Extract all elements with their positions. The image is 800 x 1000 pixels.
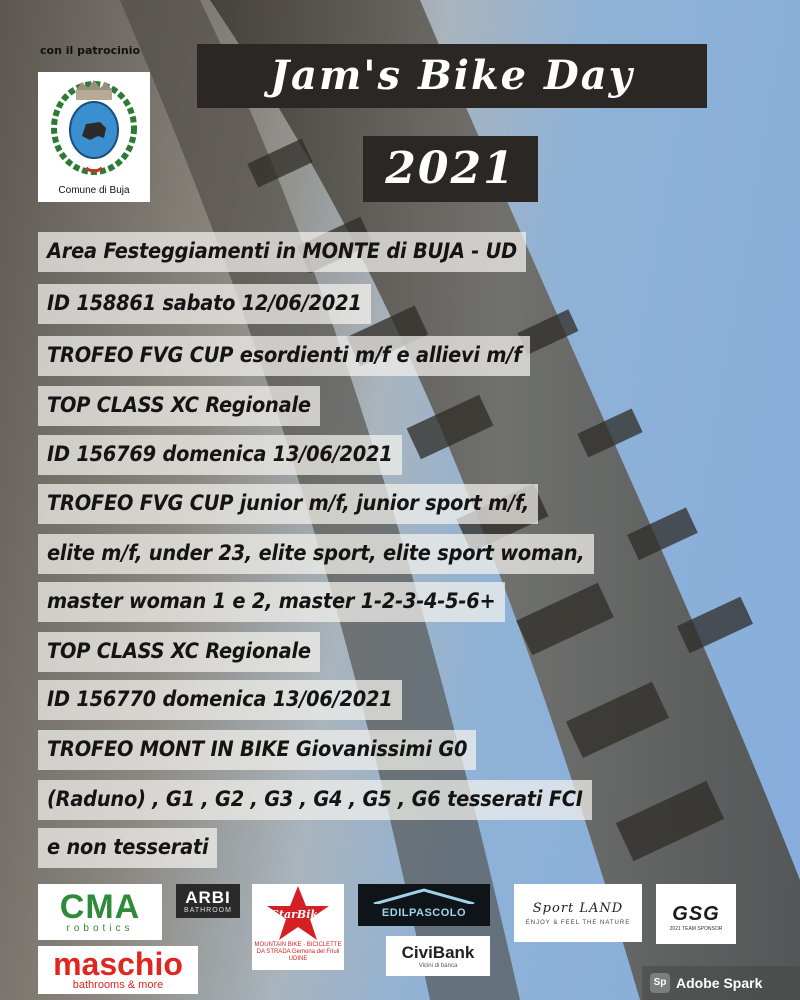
- info-line: TROFEO FVG CUP esordienti m/f e allievi m/f: [38, 336, 530, 376]
- info-line: TROFEO FVG CUP junior m/f, junior sport m/f,: [38, 484, 538, 524]
- crest-icon: [46, 78, 142, 182]
- sponsor-cma-tagline: robotics: [66, 922, 134, 934]
- sponsor-civibank-name: CiviBank: [401, 943, 475, 962]
- info-line: (Raduno) , G1 , G2 , G3 , G4 , G5 , G6 tesserati FCI: [38, 780, 592, 820]
- sponsor-maschio-name: maschio: [53, 946, 183, 982]
- sponsor-civibank-logo: [386, 936, 490, 976]
- municipality-name: Comune di Buja: [58, 185, 130, 196]
- adobe-spark-watermark: [642, 966, 800, 1000]
- roof-icon: [364, 888, 484, 904]
- sponsor-cma-name: CMA: [59, 887, 141, 926]
- sponsor-arbi-logo: [176, 884, 240, 918]
- sponsor-starbike-name: StarBike: [270, 908, 326, 921]
- patronage-label: con il patrocinio: [40, 44, 141, 57]
- info-line: master woman 1 e 2, master 1-2-3-4-5-6+: [38, 582, 505, 622]
- adobe-spark-icon: Sp: [650, 973, 670, 993]
- info-line: TOP CLASS XC Regionale: [38, 386, 320, 426]
- sponsor-maschio-tagline: bathrooms & more: [72, 979, 164, 991]
- info-line: ID 156770 domenica 13/06/2021: [38, 680, 402, 720]
- sponsor-sportland-tagline: ENJOY & FEEL THE NATURE: [525, 919, 631, 926]
- info-line: ID 156769 domenica 13/06/2021: [38, 435, 402, 475]
- sponsor-gsg-name: GSG: [672, 902, 720, 925]
- sponsor-civibank-tagline: Vicini di banca: [418, 963, 458, 969]
- sponsor-sportland-logo: [514, 884, 642, 942]
- sponsor-edilpascolo-logo: [358, 884, 490, 926]
- sponsor-gsg-logo: [656, 884, 736, 944]
- sponsor-starbike-logo: [252, 884, 344, 970]
- info-line: TROFEO MONT IN BIKE Giovanissimi G0: [38, 730, 476, 770]
- sponsor-edilpascolo-name: EDILPASCOLO: [381, 907, 467, 919]
- event-title: Jam's Bike Day: [197, 44, 707, 108]
- municipality-crest: [38, 72, 150, 202]
- sponsor-maschio-logo: [38, 946, 198, 994]
- sponsor-starbike-tagline: MOUNTAIN BIKE · BICICLETTE DA STRADA Gemona del Friuli UDINE: [254, 942, 342, 962]
- info-line: Area Festeggiamenti in MONTE di BUJA - UD: [38, 232, 526, 272]
- info-line: elite m/f, under 23, elite sport, elite sport woman,: [38, 534, 594, 574]
- adobe-spark-label: Adobe Spark: [676, 975, 763, 991]
- star-icon: [263, 884, 333, 942]
- sponsor-arbi-tagline: BATHROOM: [184, 906, 232, 914]
- event-year: 2021: [363, 136, 538, 202]
- info-line: ID 158861 sabato 12/06/2021: [38, 284, 371, 324]
- sponsor-gsg-tagline: 2021 TEAM SPONSOR: [669, 925, 723, 932]
- sponsor-arbi-name: ARBI: [185, 887, 231, 907]
- info-line: e non tesserati: [38, 828, 217, 868]
- info-line: TOP CLASS XC Regionale: [38, 632, 320, 672]
- sponsor-cma-logo: [38, 884, 162, 940]
- sponsor-sportland-name: Sport LAND: [532, 900, 624, 916]
